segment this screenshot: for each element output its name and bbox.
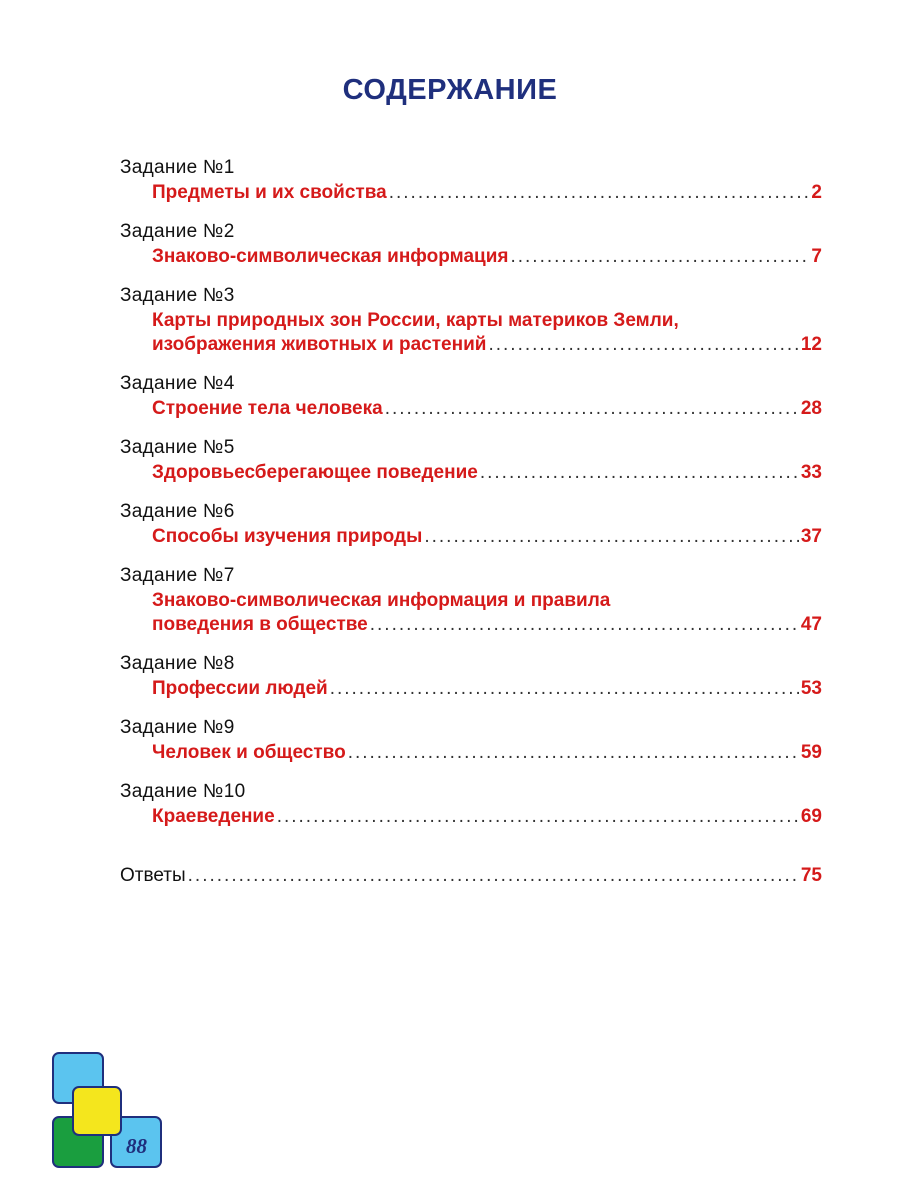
toc-section <box>120 779 822 829</box>
dot-leader <box>370 613 799 637</box>
toc-entry[interactable] <box>120 589 822 637</box>
toc-page-number: 33 <box>800 462 822 483</box>
toc-entry-line <box>152 181 822 205</box>
toc-section <box>120 219 822 269</box>
toc-entry-title: Знаково-символическая информация и правила <box>152 590 611 611</box>
dot-leader <box>510 245 809 269</box>
toc-entry-line <box>152 245 822 269</box>
task-heading: Задание №1 <box>120 157 235 178</box>
toc-entry[interactable] <box>120 805 822 829</box>
toc-entry-title: Человек и общество <box>152 742 346 763</box>
task-heading: Задание №2 <box>120 221 235 242</box>
toc-section <box>120 435 822 485</box>
dot-leader <box>480 461 799 485</box>
toc-section <box>120 499 822 549</box>
toc-entry-title: Способы изучения природы <box>152 526 423 547</box>
toc-entry-title: Краеведение <box>152 806 275 827</box>
toc-entry-title: Предметы и их свойства <box>152 182 387 203</box>
toc-page-number: 12 <box>800 334 822 355</box>
task-heading: Задание №9 <box>120 717 235 738</box>
task-heading: Задание №10 <box>120 781 246 802</box>
task-heading: Задание №3 <box>120 285 235 306</box>
toc-entry[interactable] <box>120 741 822 765</box>
toc-section <box>120 563 822 637</box>
toc-entry[interactable] <box>120 181 822 205</box>
toc-entry-title: поведения в обществе <box>152 614 368 635</box>
dot-leader <box>488 333 798 357</box>
toc-entry-line <box>152 589 822 613</box>
toc-page-number: 37 <box>800 526 822 547</box>
answers-label: Ответы <box>120 865 186 886</box>
toc-entry-title: Знаково-символическая информация <box>152 246 509 267</box>
toc-entry[interactable] <box>120 525 822 549</box>
toc-entry-line <box>152 525 822 549</box>
page-number: 88 <box>126 1134 147 1158</box>
dot-leader <box>277 805 799 829</box>
toc-entry-line <box>152 741 822 765</box>
toc-entry-line <box>152 613 822 637</box>
task-heading: Задание №5 <box>120 437 235 458</box>
toc-entry-line <box>152 461 822 485</box>
toc-section <box>120 155 822 205</box>
toc-entry-title: изображения животных и растений <box>152 334 487 355</box>
toc-page-number: 7 <box>811 246 822 267</box>
logo-square-yellow <box>72 1086 122 1136</box>
task-heading: Задание №6 <box>120 501 235 522</box>
dot-leader <box>424 525 799 549</box>
dot-leader <box>188 864 799 888</box>
publisher-logo <box>52 1052 172 1177</box>
toc-entry[interactable] <box>120 461 822 485</box>
toc-page-number: 28 <box>800 398 822 419</box>
dot-leader <box>348 741 799 765</box>
toc-page-number: 59 <box>800 742 822 763</box>
dot-leader <box>389 181 810 205</box>
toc-section <box>120 283 822 357</box>
toc-entry-line <box>152 397 822 421</box>
toc-entry-title: Карты природных зон России, карты материков Земли, <box>152 310 679 331</box>
toc-section <box>120 651 822 701</box>
toc-entry[interactable] <box>120 309 822 357</box>
toc-page-number: 53 <box>800 678 822 699</box>
table-of-contents <box>120 155 822 888</box>
toc-entry-line <box>152 677 822 701</box>
task-heading: Задание №7 <box>120 565 235 586</box>
toc-entry-line <box>152 333 822 357</box>
answers-entry[interactable] <box>120 864 822 888</box>
toc-entry-title: Здоровьесберегающее поведение <box>152 462 478 483</box>
toc-entry-title: Профессии людей <box>152 678 328 699</box>
toc-page-number: 69 <box>800 806 822 827</box>
toc-entry[interactable] <box>120 677 822 701</box>
answers-page-number: 75 <box>800 865 822 886</box>
toc-entry-title: Строение тела человека <box>152 398 383 419</box>
toc-sections <box>120 155 822 829</box>
toc-section <box>120 371 822 421</box>
toc-page-number: 2 <box>811 182 822 203</box>
toc-entry-line <box>152 805 822 829</box>
toc-entry[interactable] <box>120 245 822 269</box>
task-heading: Задание №8 <box>120 653 235 674</box>
dot-leader <box>330 677 799 701</box>
toc-entry[interactable] <box>120 397 822 421</box>
dot-leader <box>385 397 799 421</box>
toc-page-number: 47 <box>800 614 822 635</box>
page-title: СОДЕРЖАНИЕ <box>342 74 558 106</box>
toc-entry-line <box>152 309 822 333</box>
task-heading: Задание №4 <box>120 373 235 394</box>
toc-section <box>120 715 822 765</box>
